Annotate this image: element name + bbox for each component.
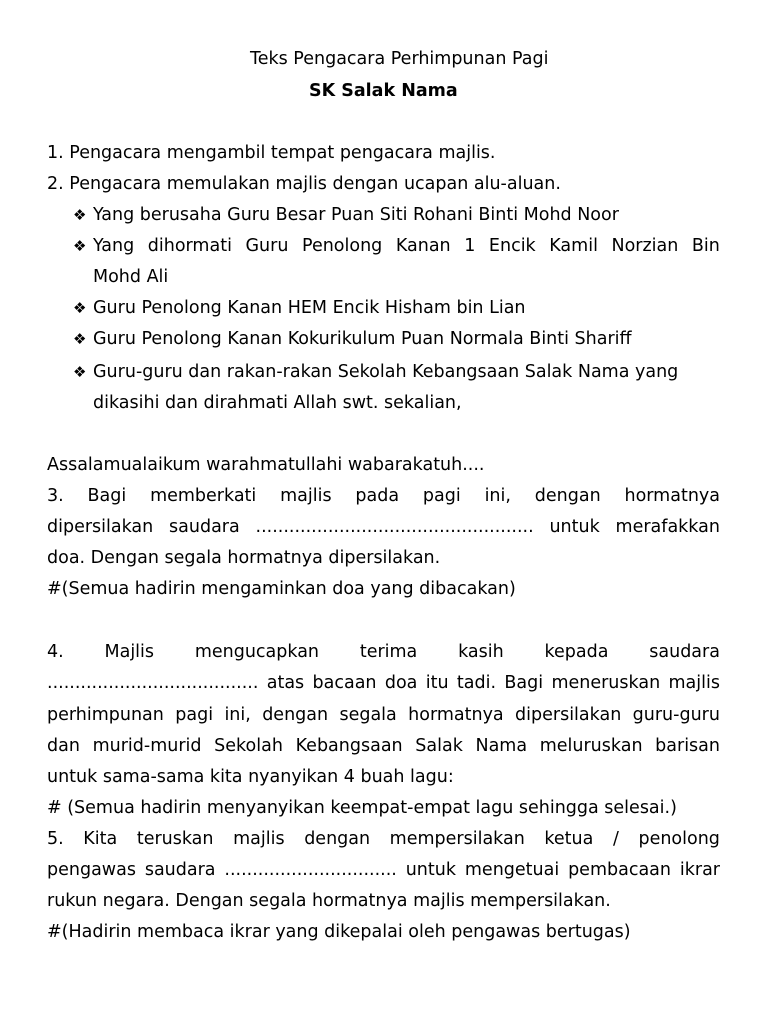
word: mempersilakan	[389, 829, 525, 849]
word: merafakkan	[615, 517, 720, 537]
word: Sekolah	[214, 736, 283, 756]
item-4-line-3	[47, 704, 720, 726]
word: Salak	[415, 736, 463, 756]
greeting: Assalamualaikum warahmatullahi wabarakatuh....	[47, 455, 485, 475]
word: Yang	[93, 236, 135, 256]
word: dipersilakan	[47, 517, 154, 537]
word: Bagi	[87, 486, 127, 506]
item-4-line-4	[47, 735, 720, 757]
word: barisan	[655, 736, 720, 756]
word: hormatnya	[408, 705, 504, 725]
item-4-line-2	[47, 672, 720, 694]
bullet-diamond-icon: ❖	[73, 299, 87, 317]
word: majlis	[280, 486, 332, 506]
word: kasih	[458, 642, 504, 662]
word: dihormati	[147, 236, 232, 256]
word: pembacaan	[568, 860, 671, 880]
document-title: Teks Pengacara Perhimpunan Pagi	[250, 49, 549, 69]
word: 4.	[47, 642, 64, 662]
word: terima	[359, 642, 418, 662]
word: Bagi	[504, 673, 544, 693]
word: dipersilakan	[515, 705, 622, 725]
word: 5.	[47, 829, 64, 849]
word: perhimpunan	[47, 705, 164, 725]
word: pagi	[175, 705, 214, 725]
item-5-line-3: rukun negara. Dengan segala hormatnya majlis mempersilakan.	[47, 891, 611, 911]
word: meneruskan	[551, 673, 661, 693]
word: bacaan	[312, 673, 377, 693]
bullet-diamond-icon: ❖	[73, 363, 87, 381]
word: atas	[266, 673, 305, 693]
word: majlis	[668, 673, 720, 693]
word: dan	[47, 736, 80, 756]
item-3-line-3: doa. Dengan segala hormatnya dipersilakan.	[47, 548, 441, 568]
note-4: # (Semua hadirin menyanyikan keempat-empat lagu sehingga selesai.)	[47, 798, 677, 818]
word: memberkati	[150, 486, 257, 506]
word: Kebangsaan	[295, 736, 403, 756]
word: doa	[384, 673, 418, 693]
word: pagi	[422, 486, 461, 506]
word: penolong	[638, 829, 720, 849]
word: saudara	[144, 860, 216, 880]
word: kepada	[544, 642, 609, 662]
word: ketua	[544, 829, 594, 849]
item-3-line-2	[47, 516, 720, 538]
word: Guru	[245, 236, 289, 256]
bullet-item-continuation: Mohd Ali	[93, 267, 169, 287]
word: Bin	[691, 236, 720, 256]
word: itu	[425, 673, 449, 693]
bullet-diamond-icon: ❖	[73, 330, 87, 348]
word: pada	[355, 486, 400, 506]
item-5-line-2	[47, 859, 720, 881]
school-name: SK Salak Nama	[309, 81, 458, 101]
word: dengan	[534, 486, 601, 506]
bullet-item-continuation: dikasihi dan dirahmati Allah swt. sekalian,	[93, 393, 462, 413]
word: dengan	[262, 705, 329, 725]
note-3: #(Semua hadirin mengaminkan doa yang dibacakan)	[47, 579, 516, 599]
item-2: 2. Pengacara memulakan majlis dengan ucapan alu-aluan.	[47, 174, 561, 194]
item-5	[47, 828, 720, 850]
bullet-item: Guru-guru dan rakan-rakan Sekolah Kebangsaan Salak Nama yang	[93, 362, 679, 382]
word: hormatnya	[624, 486, 720, 506]
bullet-diamond-icon: ❖	[73, 206, 87, 224]
word: 3.	[47, 486, 64, 506]
word: segala	[339, 705, 397, 725]
item-4-line-5: untuk sama-sama kita nyanyikan 4 buah lagu:	[47, 767, 454, 787]
blank-field: ...............................	[224, 860, 397, 880]
word: untuk	[405, 860, 456, 880]
blank-field: ..................................................	[255, 517, 534, 537]
bullet-item: Guru Penolong Kanan HEM Encik Hisham bin Lian	[93, 298, 526, 318]
word: mengucapkan	[194, 642, 320, 662]
word: Nama	[475, 736, 528, 756]
word: teruskan	[136, 829, 214, 849]
word: saudara	[649, 642, 720, 662]
word: mengetuai	[464, 860, 560, 880]
word: Norzian	[611, 236, 679, 256]
word: untuk	[549, 517, 600, 537]
bullet-item	[93, 235, 720, 257]
item-4	[47, 641, 720, 663]
word: saudara	[169, 517, 240, 537]
word: murid-murid	[92, 736, 202, 756]
item-3	[47, 485, 720, 507]
word: Encik	[488, 236, 536, 256]
word: Kita	[83, 829, 118, 849]
bullet-item: Yang berusaha Guru Besar Puan Siti Rohani Binti Mohd Noor	[93, 205, 619, 225]
word: Penolong	[302, 236, 383, 256]
word: /	[612, 829, 619, 849]
word: ini,	[224, 705, 251, 725]
word: majlis	[233, 829, 285, 849]
note-5: #(Hadirin membaca ikrar yang dikepalai oleh pengawas bertugas)	[47, 922, 631, 942]
bullet-diamond-icon: ❖	[73, 237, 87, 255]
word: Majlis	[104, 642, 155, 662]
word: Kanan	[395, 236, 451, 256]
word: guru-guru	[632, 705, 720, 725]
word: dengan	[304, 829, 371, 849]
item-1: 1. Pengacara mengambil tempat pengacara majlis.	[47, 143, 496, 163]
blank-field: ......................................	[47, 673, 259, 693]
word: Kamil	[549, 236, 598, 256]
word: ikrar	[679, 860, 720, 880]
word: tadi.	[456, 673, 497, 693]
bullet-item: Guru Penolong Kanan Kokurikulum Puan Normala Binti Shariff	[93, 329, 632, 349]
word: ini,	[484, 486, 511, 506]
word: meluruskan	[539, 736, 643, 756]
word: 1	[464, 236, 476, 256]
word: pengawas	[47, 860, 136, 880]
